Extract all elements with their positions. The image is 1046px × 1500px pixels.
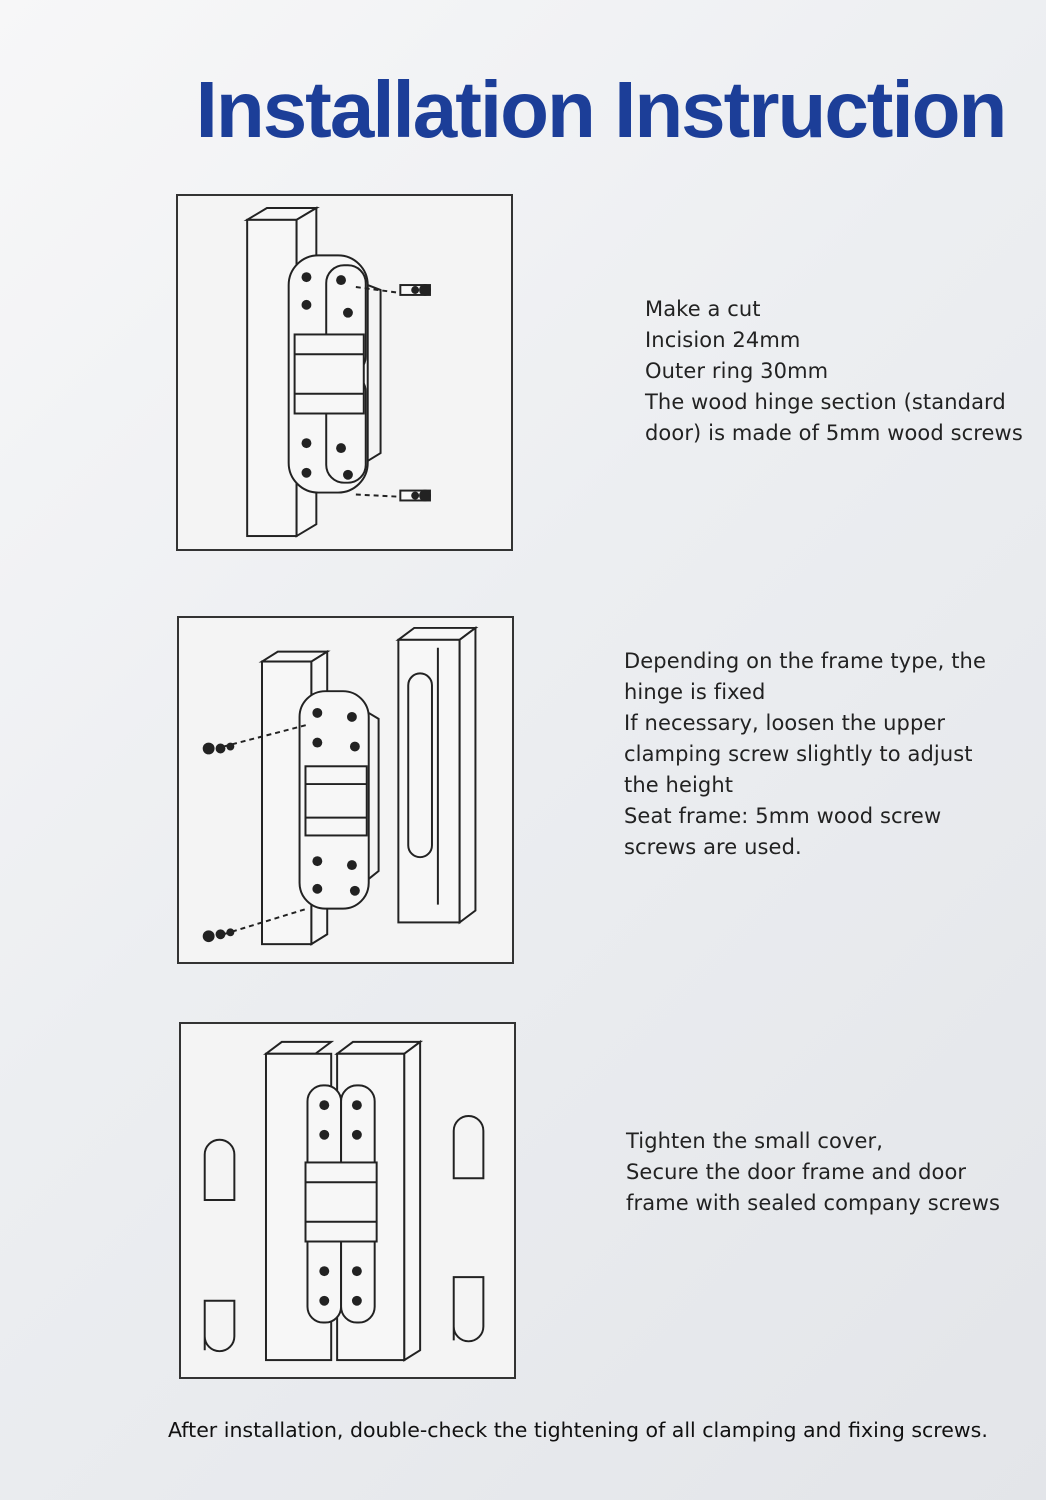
step-1-line: Incision 24mm bbox=[645, 328, 801, 352]
footer-note: After installation, double-check the tightening of all clamping and fixing screws. bbox=[168, 1418, 988, 1442]
step-2-line: clamping screw slightly to adjust bbox=[624, 742, 973, 766]
hinge-frame-fixing-illustration bbox=[179, 618, 512, 962]
step-2-line: Depending on the frame type, the bbox=[624, 649, 986, 673]
step-2-line: Seat frame: 5mm wood screw bbox=[624, 804, 942, 828]
step-3-diagram bbox=[179, 1022, 516, 1379]
step-2-diagram bbox=[177, 616, 514, 964]
step-3-line: Secure the door frame and door bbox=[626, 1160, 967, 1184]
step-2-line: If necessary, loosen the upper bbox=[624, 711, 946, 735]
step-3-line: Tighten the small cover, bbox=[626, 1129, 883, 1153]
step-1-line: Make a cut bbox=[645, 297, 761, 321]
step-2-line: screws are used. bbox=[624, 835, 802, 859]
step-1-line: door) is made of 5mm wood screws bbox=[645, 421, 1023, 445]
step-2-line: hinge is fixed bbox=[624, 680, 766, 704]
step-3-line: frame with sealed company screws bbox=[626, 1191, 1001, 1215]
step-3-instructions bbox=[626, 1126, 1000, 1219]
step-1-line: Outer ring 30mm bbox=[645, 359, 829, 383]
hinge-cover-assembly-illustration bbox=[181, 1024, 514, 1377]
step-2-instructions bbox=[624, 646, 986, 863]
step-1-instructions bbox=[645, 294, 1023, 449]
page-title: Installation Instruction bbox=[195, 65, 1006, 154]
step-2-line: the height bbox=[624, 773, 734, 797]
step-1-diagram bbox=[176, 194, 513, 551]
hinge-wood-screws-illustration bbox=[178, 196, 511, 549]
step-1-line: The wood hinge section (standard bbox=[645, 390, 1006, 414]
